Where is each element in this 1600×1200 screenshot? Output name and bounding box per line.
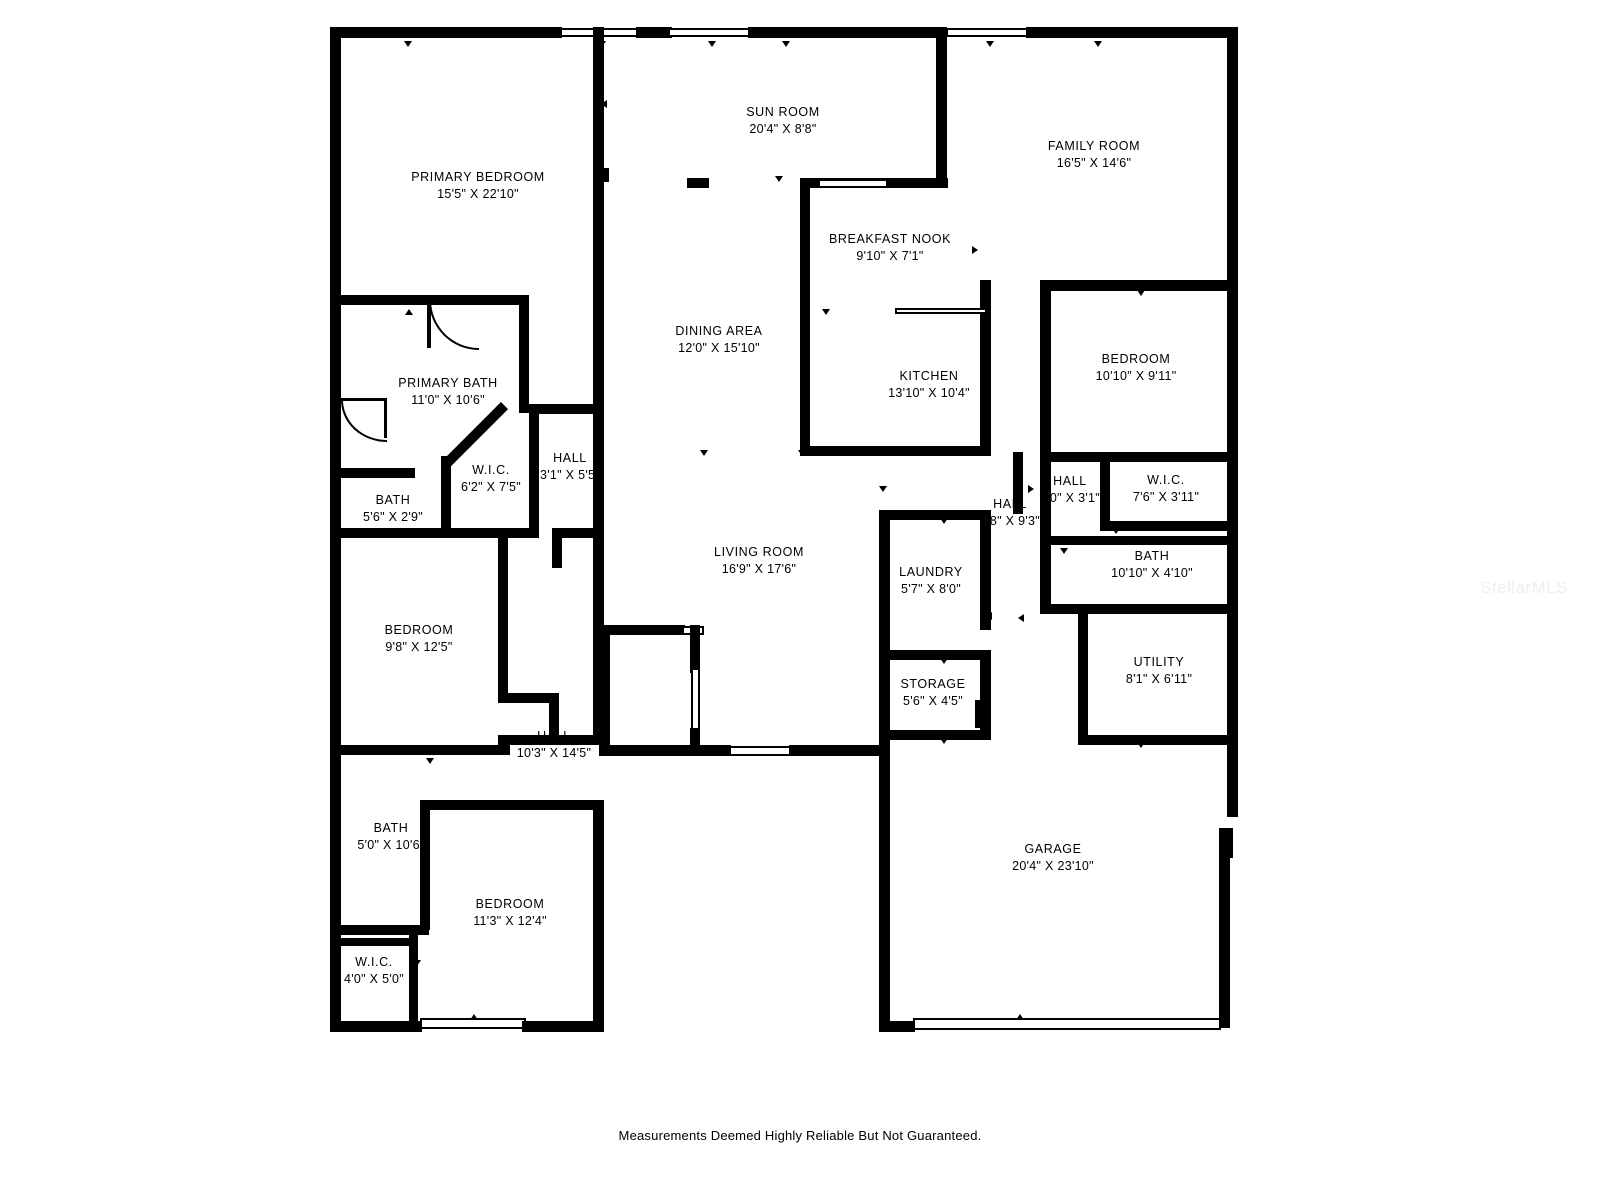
wall-hall1-top [539,404,599,414]
door-arrow-18 [334,398,340,406]
door-arrow-33 [700,450,708,456]
footer-disclaimer: Measurements Deemed Highly Reliable But Not Guaranteed. [618,1128,982,1143]
door-arrow-20 [404,471,412,477]
wall-laundry-left [879,510,890,760]
door-arrow-2 [598,41,606,47]
room-label-wic-3: W.I.C. 4'0" X 5'0" [343,955,405,986]
wall-exterior-right-notch [1219,828,1233,858]
room-label-bath-3: BATH 5'0" X 10'6" [357,821,425,852]
wall-exterior-top-left [330,27,562,38]
room-label-hall-1: HALL 3'1" X 5'5" [539,451,601,482]
room-label-breakfast-nook: BREAKFAST NOOK 9'10" X 7'1" [828,232,952,263]
wall-exterior-bottom-left [330,1021,422,1032]
door-arrow-43 [596,940,602,948]
room-label-wic-1: W.I.C. 6'2" X 7'5" [460,463,522,494]
door-arrow-12 [596,243,602,251]
door-arrow-6 [1094,41,1102,47]
door-arrow-42 [378,925,386,931]
wall-exterior-bottom-left-2 [522,1021,604,1032]
wall-bedroom4-right [593,800,604,1032]
wall-wic2-bottom [1100,521,1238,531]
wall-bath2-bottom [1040,604,1238,614]
wall-bedroom3-bottom [330,745,450,755]
door-arrow-21 [596,416,602,424]
door-arrow-14 [822,309,830,315]
wall-living-right-upper [690,625,700,673]
wall-exterior-right-mid [1227,587,1238,817]
door-arrow-7 [601,100,607,108]
door-arrow-4 [782,41,790,47]
room-label-bedroom-4: BEDROOM 11'3" X 12'4" [473,897,547,928]
wall-living-bottom-2 [789,745,887,756]
room-label-garage: GARAGE 20'4" X 23'10" [1012,842,1094,873]
wall-wic1-diagonal [443,402,508,467]
wall-nook-left [800,178,810,456]
wall-bedroom3-right [498,538,508,698]
room-label-hall-4: HALL 10'3" X 14'5" [516,729,592,760]
door-arrow-35 [879,486,887,492]
room-label-dining-area: DINING AREA 12'0" X 15'10" [675,324,763,355]
wall-living-top [599,625,685,635]
room-label-hall-3: HALL 9'8" X 9'3" [979,497,1041,528]
door-arrow-34 [798,450,806,456]
room-label-utility: UTILITY 8'1" X 6'11" [1125,655,1193,686]
wall-bath2-top [1040,536,1238,545]
wall-exterior-top-3 [748,27,896,38]
room-label-bedroom-2: BEDROOM 10'10" X 9'11" [1095,352,1177,383]
door-arrow-37 [940,738,948,744]
door-arrow-30 [940,518,948,524]
door-arrow-5 [986,41,994,47]
room-label-bath-1: BATH 5'6" X 2'9" [362,493,424,524]
room-label-bath-2: BATH 10'10" X 4'10" [1111,549,1193,580]
room-label-storage: STORAGE 5'6" X 4'5" [900,677,966,708]
wall-kitchen-bottom [800,446,990,456]
wall-sunroom-left [599,168,609,182]
door-arrow-29 [334,590,340,598]
window-living-right [691,668,700,730]
door-arrow-36 [940,658,948,664]
door-swing-primary-bath [429,300,479,350]
door-arrow-9 [775,176,783,182]
door-arrow-8 [941,104,947,112]
window-top-3 [946,28,1030,37]
wall-primary-bedroom-right-2 [593,175,604,295]
window-top-2 [668,28,752,37]
room-label-sun-room: SUN ROOM 20'4" X 8'8" [746,105,820,136]
door-arrow-1 [404,41,412,47]
door-arrow-31 [986,612,992,620]
window-nook [818,179,888,188]
garage-door [913,1018,1221,1030]
door-arrow-46 [1016,1014,1024,1020]
door-arrow-19 [334,470,340,478]
wall-garage-left [879,750,890,1032]
wall-laundry-bottom [879,650,991,660]
room-label-kitchen: KITCHEN 13'10" X 10'4" [888,369,970,400]
room-label-primary-bedroom: PRIMARY BEDROOM 15'5" X 22'10" [411,170,545,201]
door-arrow-13 [405,309,413,315]
wall-hall1-left [552,528,562,568]
room-label-family-room: FAMILY ROOM 16'5" X 14'6" [1047,139,1141,170]
room-label-primary-bath: PRIMARY BATH 11'0" X 10'6" [398,376,498,407]
door-arrow-11 [334,243,340,251]
wall-storage-bottom [879,730,991,740]
door-arrow-26 [1231,490,1237,498]
door-arrow-23 [596,520,602,528]
door-arrow-45 [470,1014,478,1020]
wall-exterior-right-lower [1219,828,1230,1028]
door-arrow-40 [426,758,434,764]
room-label-bedroom-3: BEDROOM 9'8" X 12'5" [384,623,454,654]
wall-mid-left [330,528,530,538]
watermark: StellarMLS [1480,578,1569,597]
door-arrow-3 [708,41,716,47]
door-arrow-25 [1137,455,1145,461]
wall-bath3-top [420,800,600,810]
room-label-laundry: LAUNDRY 5'7" X 8'0" [899,565,963,596]
wall-exterior-top-right [1026,27,1238,38]
counter-kitchen [895,308,987,314]
room-label-hall-2: HALL 3'0" X 3'1" [1039,474,1101,505]
door-arrow-32 [1018,614,1024,622]
wall-garage-bottom [879,1021,915,1032]
wall-nook-stub [687,178,709,188]
room-label-living-room: LIVING ROOM 16'9" X 17'6" [714,545,804,576]
wall-wic3-top [337,938,417,946]
wall-exterior-right-upper [1227,27,1238,587]
window-living-bottom [729,746,791,756]
wall-exterior-top-2 [636,27,672,38]
door-arrow-15 [1137,290,1145,296]
room-label-wic-2: W.I.C. 7'6" X 3'11" [1132,473,1200,504]
door-arrow-41 [334,845,340,853]
wall-utility-bottom [1078,735,1230,745]
door-arrow-27 [1112,528,1120,534]
door-arrow-38 [1137,742,1145,748]
